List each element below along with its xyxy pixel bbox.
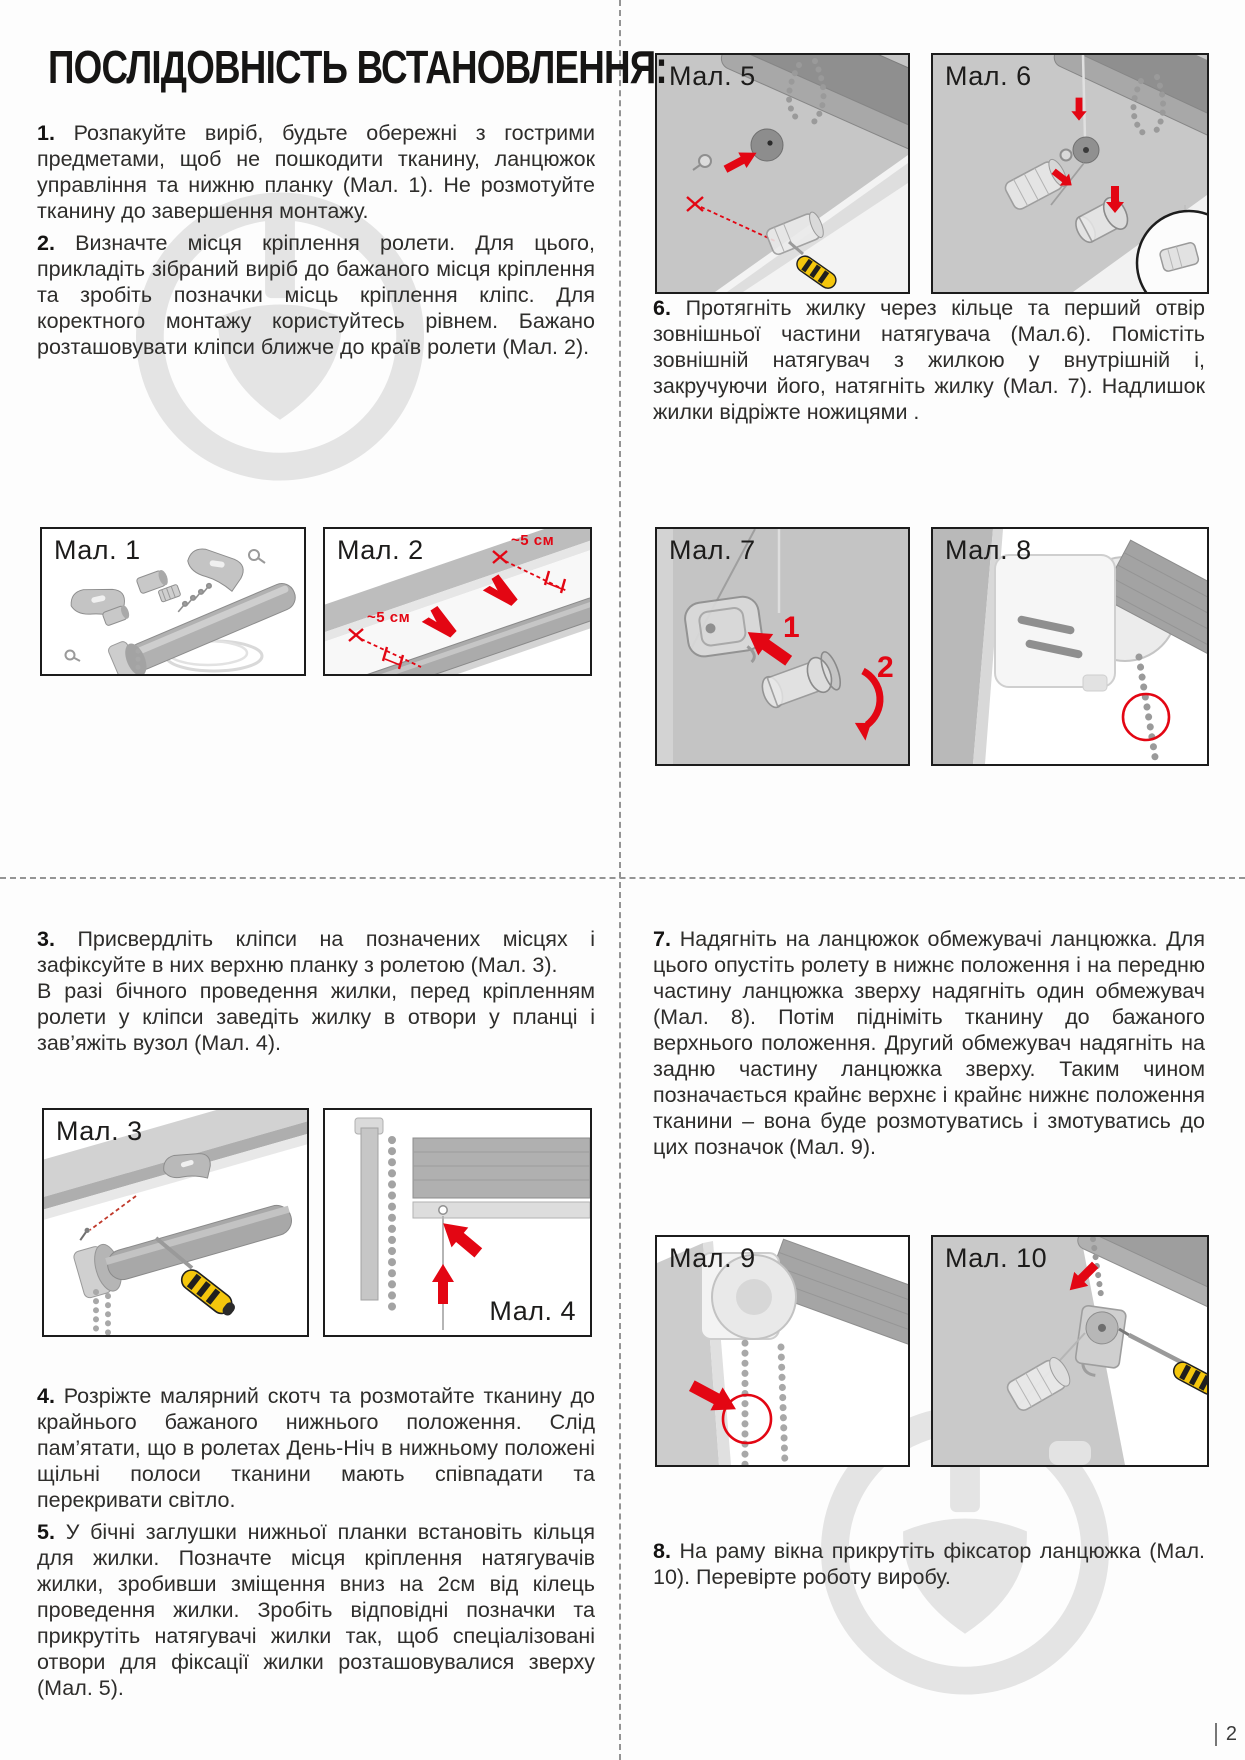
figure-label: Мал. 3 bbox=[56, 1116, 143, 1146]
figure-box-3 bbox=[42, 1108, 309, 1337]
step-text: В разі бічного проведення жилки, перед кріпленням ролети у кліпси заведіть жилку в отвори у планці і зав’яжіть вузол (Мал. 4). bbox=[37, 979, 595, 1055]
dashed-divider-vertical bbox=[619, 0, 621, 1760]
step-text: Присвердліть кліпси на позначених місцях і зафіксуйте в них верхню планку з ролетою (Мал. 3). bbox=[37, 927, 595, 977]
steps-1-2-text bbox=[37, 120, 595, 366]
step-paragraph-1 bbox=[37, 120, 595, 224]
step-number: 2. bbox=[37, 231, 55, 255]
figure-box-10 bbox=[931, 1235, 1209, 1467]
figure-box-7 bbox=[655, 527, 910, 766]
step-paragraph-5 bbox=[37, 1519, 595, 1701]
step-text: Визначте місця кріплення ролети. Для цього, прикладіть зібраний виріб до бажаного місця кріплення та зробіть позначки місць кріплення кліпс. Для коректного монтажу користуйтесь рівнем. Бажано розташовувати кліпси ближче до країв ролети (Мал. 2). bbox=[37, 231, 595, 359]
figure-box-8 bbox=[931, 527, 1209, 766]
step-number: 6. bbox=[653, 296, 671, 320]
step-paragraph-8 bbox=[653, 1538, 1205, 1590]
step-6-text bbox=[653, 295, 1205, 431]
step-text: У бічні заглушки нижньої планки встановіть кільця для жилки. Позначте місця кріплення натягувачів жилки, зробивши зміщення вниз на 2см від кілець проведення жилки. Зробіть відповідні позначки та прикрутіть натягувачі жилки так, щоб спеціалізовані отвори для фіксації жилки розташовувалися зверху (Мал. 5). bbox=[37, 1520, 596, 1700]
step-number: 5. bbox=[37, 1520, 55, 1544]
dashed-divider-horizontal bbox=[0, 877, 1245, 879]
step-7-text bbox=[653, 926, 1205, 1166]
step-number: 1. bbox=[37, 121, 55, 145]
step-number: 3. bbox=[37, 927, 55, 951]
step-number: 7. bbox=[653, 927, 671, 951]
step-text: Протягніть жилку через кільце та перший отвір зовнішньої частини натягувача (Мал.6). Помістіть зовнішній натягувач з жилкою у внутрішній і, закручуючи його, натягніть жилку (Мал. 7). Надлишок жилки відріжте ножицями . bbox=[653, 296, 1205, 424]
figure-box-9 bbox=[655, 1235, 910, 1467]
step-paragraph-6 bbox=[653, 295, 1205, 425]
step-text: Розпакуйте виріб, будьте обережні з гострими предметами, щоб не пошкодити тканину, ланцюжок управління та нижню планку (Мал. 1). Не розмотуйте тканину до завершення монтажу. bbox=[37, 121, 595, 223]
figure-box-1 bbox=[40, 527, 306, 676]
sequence-marker-1: 1 bbox=[783, 611, 800, 644]
step-paragraph-4 bbox=[37, 1383, 595, 1513]
figure-box-5 bbox=[655, 53, 910, 294]
figure-label: Мал. 6 bbox=[945, 61, 1032, 91]
figure-box-6 bbox=[931, 53, 1209, 294]
figure-label: Мал. 7 bbox=[669, 535, 756, 565]
figure-label: Мал. 9 bbox=[669, 1243, 756, 1273]
dimension-label: ~5 см bbox=[367, 609, 411, 626]
step-3-text bbox=[37, 926, 595, 1062]
step-8-text bbox=[653, 1538, 1205, 1596]
figure-label: Мал. 2 bbox=[337, 535, 424, 565]
page-title: ПОСЛІДОВНІСТЬ ВСТАНОВЛЕННЯ: bbox=[48, 41, 667, 93]
step-paragraph-2 bbox=[37, 230, 595, 360]
figure-label: Мал. 5 bbox=[669, 61, 756, 91]
figure-label: Мал. 10 bbox=[945, 1243, 1048, 1273]
step-paragraph-7 bbox=[653, 926, 1205, 1160]
step-text: Надягніть на ланцюжок обмежувачі ланцюжка. Для цього опустіть ролету в нижнє положення і на передню частину ланцюжка зверху надягніть один обмежувач (Мал. 8). Потім підніміть тканину до бажаного верхнього положення. Другий обмежувач надягніть на задню частину ланцюжка зверху. Таким чином позначається крайнє верхнє і крайнє нижнє положення тканини – вона буде розмотуватись і змотуватись до цих позначок (Мал. 9). bbox=[653, 927, 1205, 1159]
figure-label: Мал. 1 bbox=[54, 535, 141, 565]
figure-label: Мал. 4 bbox=[489, 1296, 576, 1326]
dimension-label: ~5 см bbox=[511, 532, 555, 549]
sequence-marker-2: 2 bbox=[877, 651, 894, 684]
step-number: 4. bbox=[37, 1384, 55, 1408]
figure-box-2 bbox=[323, 527, 592, 676]
step-paragraph-3b bbox=[37, 978, 595, 1056]
figure-box-4 bbox=[323, 1108, 592, 1337]
step-text: На раму вікна прикрутіть фіксатор ланцюжка (Мал. 10). Перевірте роботу виробу. bbox=[653, 1539, 1205, 1589]
step-paragraph-3 bbox=[37, 926, 595, 978]
steps-4-5-text bbox=[37, 1383, 595, 1707]
page-number: 2 bbox=[1215, 1723, 1237, 1746]
figure-label: Мал. 8 bbox=[945, 535, 1032, 565]
step-text: Розріжте малярний скотч та розмотайте тканину до крайнього бажаного нижнього положення. Слід пам’ятати, що в ролетах День-Ніч в нижньому положені щільні полоси тканини мають співпадати та перекривати світло. bbox=[37, 1384, 595, 1512]
step-number: 8. bbox=[653, 1539, 671, 1563]
